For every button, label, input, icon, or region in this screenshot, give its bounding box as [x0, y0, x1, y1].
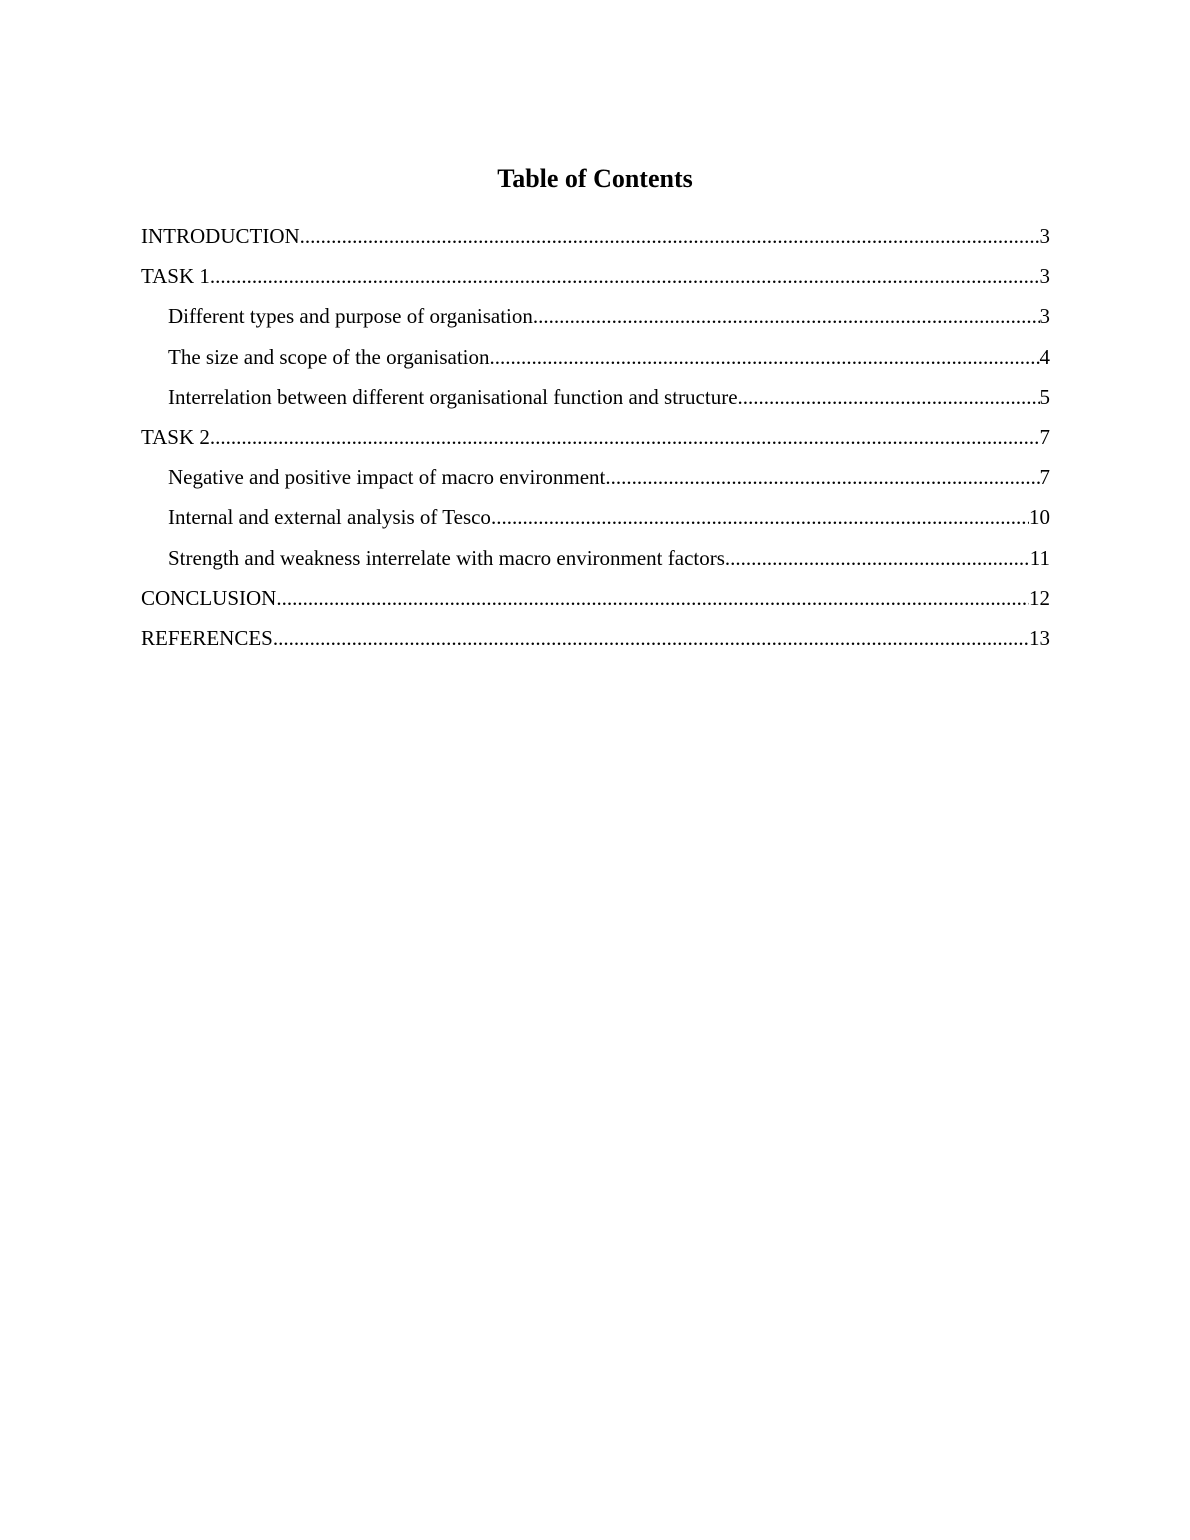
toc-entry-size-scope[interactable] — [141, 341, 1050, 381]
toc-dot-leader — [210, 421, 1040, 453]
toc-entry-label: TASK 1 — [141, 264, 210, 289]
toc-dot-leader — [725, 542, 1030, 574]
toc-page-number: 3 — [1039, 224, 1050, 248]
toc-dot-leader — [490, 341, 1040, 373]
toc-entry-label: The size and scope of the organisation — [168, 344, 490, 369]
toc-entry-label: INTRODUCTION — [141, 224, 300, 248]
toc-page-number: 5 — [1039, 384, 1050, 409]
toc-list — [141, 220, 1050, 662]
toc-entry-label: Interrelation between different organisational function and structure — [168, 384, 738, 409]
toc-entry-label: Internal and external analysis of Tesco — [168, 505, 491, 530]
toc-entry-conclusion[interactable] — [141, 582, 1050, 622]
toc-dot-leader — [533, 300, 1040, 332]
toc-page-number: 4 — [1039, 344, 1050, 369]
toc-page-number: 7 — [1039, 424, 1050, 449]
toc-entry-label: REFERENCES — [141, 625, 273, 650]
toc-dot-leader — [210, 260, 1040, 292]
toc-title: Table of Contents — [497, 164, 693, 193]
toc-dot-leader — [276, 582, 1029, 614]
toc-dot-leader — [491, 501, 1029, 533]
toc-dot-leader — [738, 381, 1040, 413]
toc-entry-interrelation[interactable] — [141, 381, 1050, 421]
toc-entry-label: Different types and purpose of organisation — [168, 304, 533, 329]
toc-entry-tesco-analysis[interactable] — [141, 501, 1050, 541]
toc-page-number: 13 — [1029, 625, 1050, 650]
toc-entry-label: TASK 2 — [141, 424, 210, 449]
toc-entry-task-2[interactable] — [141, 421, 1050, 461]
toc-page-number: 10 — [1029, 505, 1050, 530]
toc-page-number: 12 — [1029, 585, 1050, 610]
toc-entry-introduction[interactable] — [141, 220, 1050, 260]
toc-entry-task-1[interactable] — [141, 260, 1050, 300]
toc-dot-leader — [273, 622, 1029, 654]
toc-entry-label: Negative and positive impact of macro environment — [168, 465, 606, 490]
toc-entry-macro-impact[interactable] — [141, 461, 1050, 501]
toc-dot-leader — [300, 220, 1040, 252]
toc-page-number: 11 — [1029, 545, 1050, 570]
toc-entry-strength-weakness[interactable] — [141, 542, 1050, 582]
toc-page-number: 3 — [1039, 304, 1050, 329]
toc-page-number: 3 — [1039, 264, 1050, 289]
toc-dot-leader — [605, 461, 1039, 493]
toc-entry-label: CONCLUSION — [141, 585, 277, 610]
toc-entry-label: Strength and weakness interrelate with macro environment factors — [168, 545, 725, 570]
toc-entry-references[interactable] — [141, 622, 1050, 662]
toc-page-number: 7 — [1039, 465, 1050, 490]
toc-entry-types-purpose[interactable] — [141, 300, 1050, 340]
